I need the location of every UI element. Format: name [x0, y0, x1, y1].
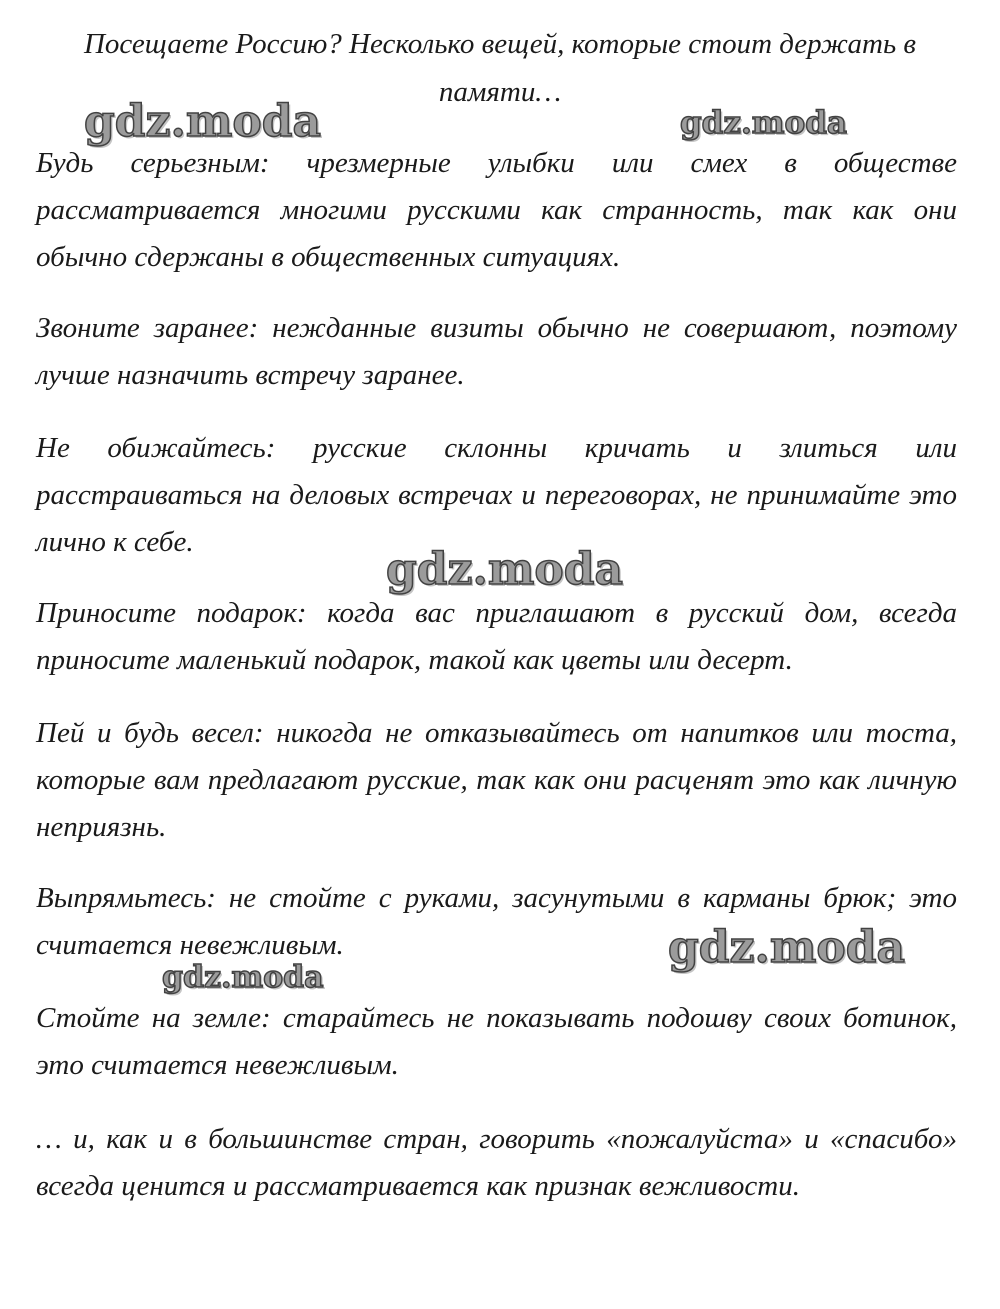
watermark-logo: gdz.moda — [162, 960, 324, 995]
watermark-logo: gdz.moda — [84, 96, 322, 147]
paragraph-stand-on-ground: Стойте на земле: старайтесь не показывать подошву своих ботинок, это считается невежливым. — [36, 1002, 957, 1081]
paragraph-be-serious: Будь серьезным: чрезмерные улыбки или смех в обществе рассматривается многими русскими как странность, так как они обычно сдержаны в общественных ситуациях. — [36, 147, 957, 273]
page-title: Посещаете Россию? Несколько вещей, которые стоит держать в памяти… — [83, 28, 917, 108]
paragraph-dont-be-offended: Не обижайтесь: русские склонны кричать и злиться или расстраиваться на деловых встречах и переговорах, не принимайте это лично к себе. — [36, 432, 957, 558]
watermark-logo: gdz.moda — [668, 922, 906, 973]
watermark-logo: gdz.moda — [680, 105, 847, 141]
paragraph-drink-and-be-merry: Пей и будь весел: никогда не отказывайтесь от напитков или тоста, которые вам предлагают русские, так как они расценят это как личную неприязнь. — [36, 717, 957, 843]
paragraph-stand-straight: Выпрямьтесь: не стойте с руками, засунутыми в карманы брюк; это считается невежливым. — [36, 882, 957, 961]
paragraph-call-ahead: Звоните заранее: нежданные визиты обычно не совершают, поэтому лучше назначить встречу заранее. — [36, 312, 957, 391]
paragraph-politeness: … и, как и в большинстве стран, говорить «пожалуйста» и «спасибо» всегда ценится и рассматривается как признак вежливости. — [36, 1123, 957, 1202]
watermark-logo: gdz.moda — [386, 544, 624, 595]
paragraph-bring-gift: Приносите подарок: когда вас приглашают в русский дом, всегда приносите маленький подарок, такой как цветы или десерт. — [36, 597, 957, 676]
